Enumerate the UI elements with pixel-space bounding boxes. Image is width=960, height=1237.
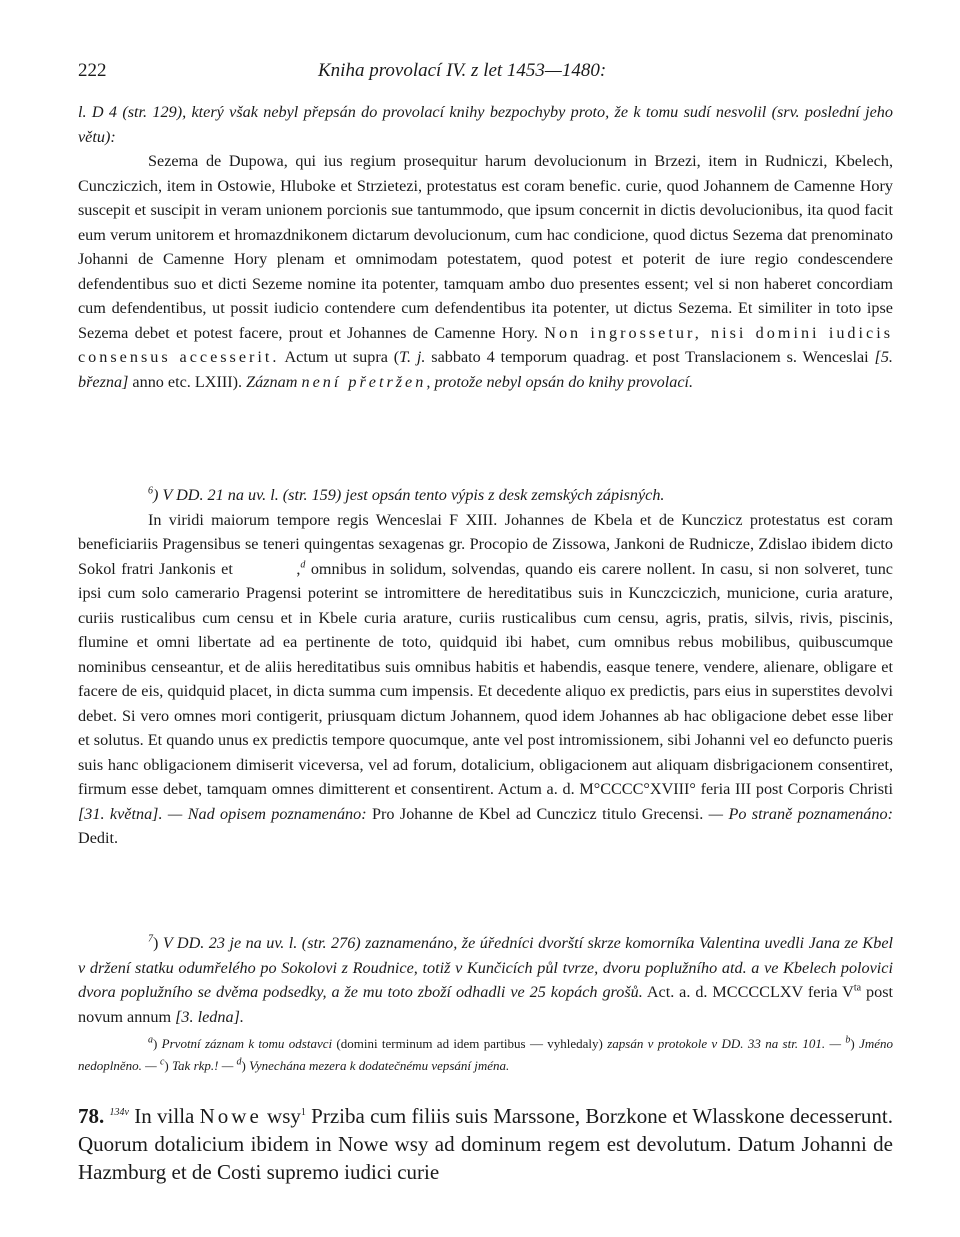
note-5-actum: Actum ut supra ( [284,348,400,366]
footnote-b-text: Jméno nedoplněno. — [78,1036,894,1073]
note-7-act-2: post novum annum [78,983,894,1026]
note-6 [78,483,893,851]
entry-78-text-1: In villa [128,1104,200,1128]
note-6-annot-1: — Nad opisem poznamenáno: [167,804,367,823]
note-5-tj: T. j. [399,348,426,366]
footnote-a-marker: a [148,1034,153,1046]
note-6-body: In viridi maiorum tempore regis Wenceslai F XIII. Johannes de Kbela et de Kunczicz protestatus est coram beneficiariis Pragensibus se teneri quingentas sexagenas gr. Procopio de Zissowa, Jankoni de Rudnicze, Zdislao ibidem dicto Sokol fratri Jankonis et ,$^d$ omnibus in solidum, solvendas, quando eis carere nollent. In casu, si non solveret, tunc ipsi cum solo camerario Pragensi poterint se intromittere de hereditatibus suis in Kunczciczich, municione, curia arature, curiis rusticalibus cum censu et in Kbele curia arature, curiis rusticalibus cum censu, agris, pratis, silvis, rivis, piscinis, flumine et omni libertate ad ea pertinente de toto, quidquid ibi habet, cum omnibus rebus mobilibus, quibuscumque nominibus censeantur, et de aliis hereditatibus suis omnibus habitis et habendis, easque tenere, vendere, alienare, obligare et facere de eis, quidquid placet, in dicta summa cum impensis. Et decedente aliquo ex predictis, pars eius in superstites devolvi debet. Si vero omnes mori contigerit, priusquam dictum Johannem, quod idem Johannes ab hac obligacione debet esse liber et solutus. Et quando unus ex predictis tempore quocumque, ante vel post intromissionem, sibi Johanni vel eo defuncto pueris suis hanc obligacionem dimiserit viceversa, vel ad forum, dotalicium, obligacionem aut aliquam disbrigacionem consentiret, firmum esse debet, tamquam omnes dimitterent et consentirent. Actum a. d. M°CCCC°XVIII° feria III post Corporis Christi [31. května]. — Nad opisem poznamenáno: Pro Johanne de Kbel ad Cunczicz titulo Grecensi. — Po straně poznamenáno: Dedit. [78,510,893,847]
footnote-d-marker: d [236,1056,242,1068]
note-5-body [78,149,893,394]
running-title: Kniha provolací IV. z let 1453—1480: [318,60,607,81]
footnote-c-text: Tak rkp.! — [172,1058,234,1073]
note-7 [78,931,893,1029]
note-6-marker: 6 [148,485,153,497]
note-7-body: $^7$) V DD. 23 je na uv. l. (str. 276) zaznamenáno, že úředníci dvorští skrze komorníka Valentina uvedli Jana ze Kbel v držení statku odumřelého po Sokolovi z Roudnice, totiž v Kunčicích půl tvrze, dvoru poplužního atd. a ve Kbelech polovici dvora poplužního se dvěma podsedky, a že mu toto zboží odhadli ve 25 kopách grošů. Act. a. d. MCCCCLXV feria $V^{ta}$ post novum annum [3. ledna]. [78,933,894,1026]
note-6-date: [31. května]. [78,804,168,823]
note-6-body-2: omnibus in solidum, solvendas, quando eis carere nollent. In casu, si non solveret, tunc ipsi cum solo camerario Pragensi poterint se intromittere de hereditatibus suis in Kunczciczich, municione, curia arature, curiis rusticalibus cum censu et in Kbele curia arature, curiis rusticalibus cum censu, agris, pratis, silvis, rivis, piscinis, flumine et omni libertate ad ea pertinente de toto, quidquid ibi habet, cum omnibus rebus mobilibus, quibuscumque nominibus censeantur, et de aliis hereditatibus suis omnibus habitis et habendis, easque tenere, vendere, alienare, obligare et facere de eis, quidquid placet, in dicta summa cum impensis. Et decedente aliquo ex predictis, pars eius in superstites devolvi debet. Si vero omnes mori contigerit, priusquam dictum Johannem, quod idem Johannes ab hac obligacione debet esse liber et solutus. Et quando unus ex predictis tempore quocumque, ante vel post intromissionem, sibi Johanni vel eo defuncto pueris suis hanc obligacionem dimiserit viceversa, vel ad forum, dotalicium, obligacionem aut aliquam disbrigacionem consentiret, firmum esse debet, tamquam omnes dimitterent et consentirent. Actum a. d. M°CCCC°XVIII° feria III post Corporis Christi [78,559,893,798]
note-6-intro: V DD. 21 na uv. l. (str. 159) jest opsán tento výpis z desk zemských zápisných. [162,486,665,504]
note-6-intro-line: $^6$) V DD. 21 na uv. l. (str. 159) jest opsán tento výpis z desk zemských zápisných. [148,485,665,504]
entry-78-body [78,1102,893,1186]
note-7-date: [3. ledna]. [175,1007,244,1026]
note-7-marker: 7 [148,933,153,945]
folio-marker: 134v [109,1107,129,1118]
note-5-actum-2: sabbato 4 temporum quadrag. et post Translacionem s. Wenceslai [425,348,869,366]
note-5-date: [5. března] [78,348,893,391]
footnote-b-marker: b [845,1034,851,1046]
entry-number: 78. [78,1104,105,1128]
page-header [78,60,898,86]
footnote-a-text-2: zapsán v protokole v DD. 33 na str. 101. — [607,1036,842,1051]
note-5-zaznam: Záznam [242,372,302,391]
note-6-annot-2: — Po straně poznamenáno: [708,804,893,823]
page-number: 222 [78,60,107,81]
note-6-annot-text: Pro Johanne de Kbel ad Cunczicz titulo Grecensi. [366,804,704,823]
footnote-list: $^a$) Prvotní záznam k tomu odstavci (domini terminum ad idem partibus — vyhledaly) zapsán v protokole v DD. 33 na str. 101. — $^b$) Jméno nedoplněno. — $^c$) Tak rkp.! — $^d$) Vynechána mezera k dodatečnému vepsání jména. [78,1034,894,1073]
entry-78-sup: 1 [300,1107,306,1118]
footnote-d-text: Vynechána mezera k dodatečnému vepsání jména. [249,1058,510,1073]
note-5-spaced-text: Non ingrossetur, nisi domini iudicis consensus accesserit. [78,323,893,366]
note-7-act: Act. a. d. MCCCCLXV feria V [642,983,854,1001]
entry-78-text-3: Prziba cum filiis suis Marssone, Borzkone et Wlasskone decesserunt. Quorum dotalicium ibidem in Nowe wsy ad dominum regem est devolutum. Datum Johanni de Hazmburg et de Costi supremo iudici curie [78,1104,894,1184]
note-6-body-1: In viridi maiorum tempore regis Wenceslai F XIII. Johannes de Kbela et de Kunczicz protestatus est coram beneficiariis Pragensibus se teneri quingentas sexagenas gr. Procopio de Zissowa, Jankoni de Rudnicze, Zdislao ibidem dicto Sokol fratri Jankonis et [78,510,893,578]
note-5-actum-3: anno etc. LXIII). [132,372,243,391]
note-6-marker-d: d [300,559,306,571]
entry-78-spaced: Nowe [199,1104,262,1128]
note-5-neni-pretrzen: není přetržen [301,372,427,391]
note-5-zaznam-2: , protože nebyl opsán do knihy provolací. [426,372,694,391]
footnote-a-text: Prvotní záznam k tomu odstavci [161,1036,333,1051]
footnote-c-marker: c [159,1056,165,1068]
entry-78 [78,1102,893,1186]
footnote-a-roman: (domini terminum ad idem partibus — vyhledaly) [332,1036,608,1051]
note-6-annot-text-2: Dedit. [78,829,119,847]
note-5 [78,100,893,394]
note-5-intro: l. D 4 (str. 129), který však nebyl přepsán do provolací knihy bezpochyby proto, že k tomu sudí nesvolil (srv. poslední jeho větu): [78,103,893,146]
entry-78-text-2: wsy [261,1104,301,1128]
footnotes [78,1033,893,1077]
note-7-text: V DD. 23 je na uv. l. (str. 276) zaznamenáno, že úředníci dvorští skrze komorníka Valentina uvedli Jana ze Kbel v držení statku odumřelého po Sokolovi z Roudnice, totiž v Kunčicích půl tvrze, dvoru poplužního atd. a ve Kbelech polovici dvora poplužního se dvěma podsedky, a že mu toto zboží odhadli ve 25 kopách grošů. [78,934,894,1001]
note-7-sup: ta [853,982,862,994]
note-5-text: Sezema de Dupowa, qui ius regium prosequitur harum devolucionum in Brzezi, item in Rudniczi, Kbelech, Cuncziczich, item in Ostowie, Hluboke et Strzietezi, protestatus est coram benefic. curie, quod Johannem de Camenne Hory suscepit et suscipit in veram unionem porcionis sue tantummodo, que ipsum concernit in dictis devolucionibus, ita quod facit eum verum unitorem et hromazdnikonem dictarum devolucionum, cum hac condicione, quod dictus Sezema dat prenominato Johanni de Camenne Hory plenam et omnimodam potestatem, quod potest et poterit de iure regio condescendere defendentibus suo et dicti Sezeme nomine ita potenter, tamquam ambo duo presentes essent; vel si non haberet concordiam cum defendentibus, ut possit iudicio contendere cum defendentibus ita potenter, ut dictus Sezema. Et similiter in toto ipse Sezema debet et potest facere, prout et Johannes de Camenne Hory. [78,152,893,342]
